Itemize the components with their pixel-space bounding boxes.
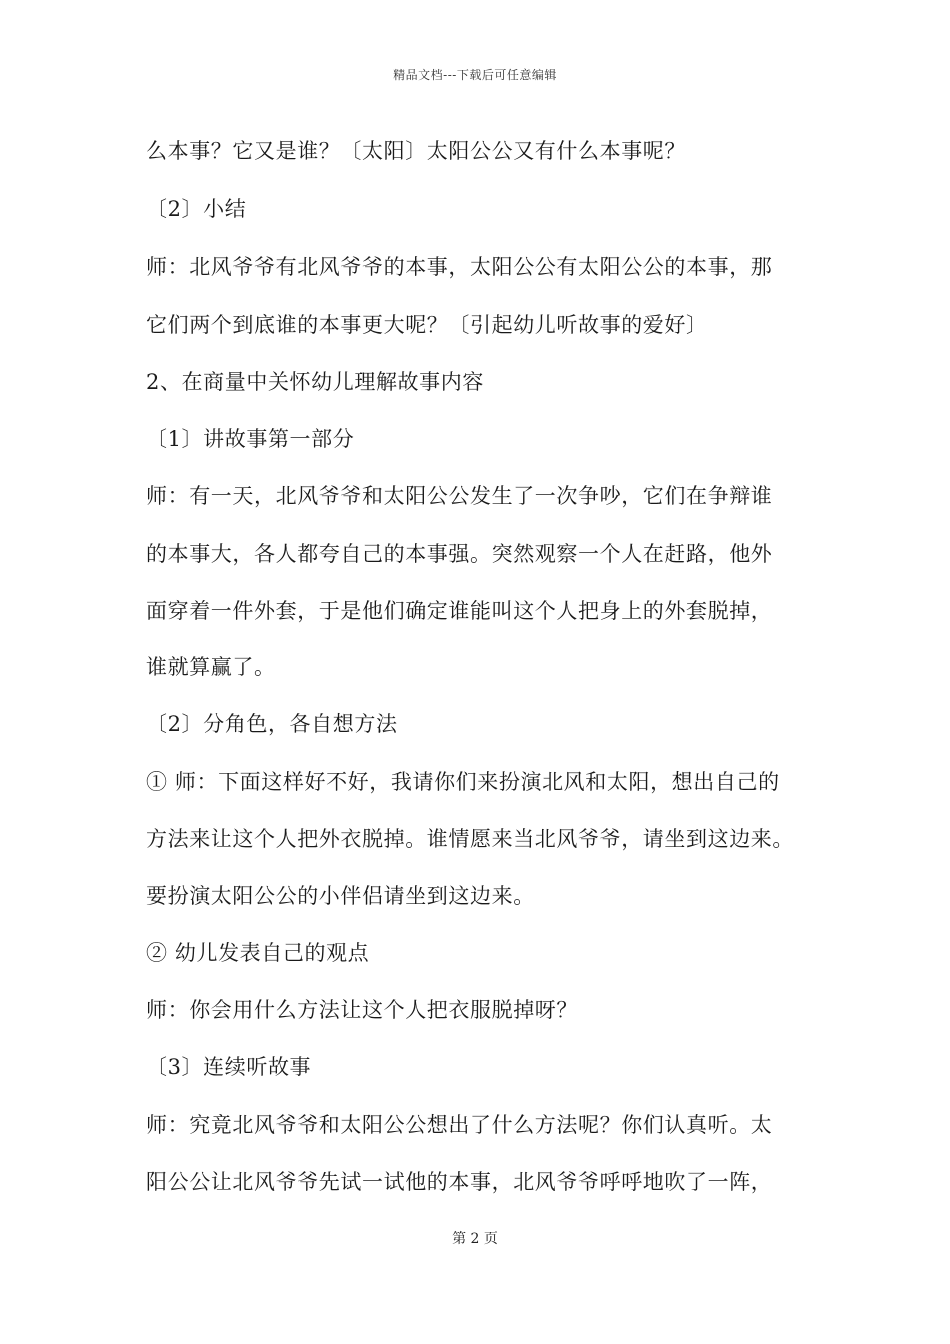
text-line: 要扮演太阳公公的小伴侣请坐到这边来。 (146, 884, 535, 908)
text-line: 师：你会用什么方法让这个人把衣服脱掉呀？ (146, 998, 578, 1022)
text-line: 师：北风爷爷有北风爷爷的本事，太阳公公有太阳公公的本事，那 (146, 255, 773, 279)
text-line: 么本事？它又是谁？〔太阳〕太阳公公又有什么本事呢？ (146, 139, 686, 163)
page-header: 精品文档---下载后可任意编辑 (393, 68, 557, 82)
text-line: 方法来让这个人把外衣脱掉。谁情愿来当北风爷爷，请坐到这边来。 (146, 827, 794, 851)
text-line: 它们两个到底谁的本事更大呢？〔引起幼儿听故事的爱好〕 (146, 313, 708, 337)
text-line: ① 师：下面这样好不好，我请你们来扮演北风和太阳，想出自己的 (146, 770, 780, 794)
section-heading: 〔3〕连续听故事 (146, 1055, 312, 1079)
section-heading: 〔2〕分角色，各自想方法 (146, 712, 398, 736)
text-line: 谁就算赢了。 (146, 655, 276, 679)
text-line: 师：究竟北风爷爷和太阳公公想出了什么方法呢？你们认真听。太 (146, 1113, 773, 1137)
page-number: 第 2 页 (452, 1231, 498, 1247)
text-line: 阳公公让北风爷爷先试一试他的本事，北风爷爷呼呼地吹了一阵， (146, 1170, 773, 1194)
section-heading: 〔1〕讲故事第一部分 (146, 427, 355, 451)
text-line: 面穿着一件外套，于是他们确定谁能叫这个人把身上的外套脱掉， (146, 599, 773, 623)
section-heading: ② 幼儿发表自己的观点 (146, 941, 370, 965)
section-heading: 〔2〕小结 (146, 197, 247, 221)
section-heading: 2、在商量中关怀幼儿理解故事内容 (146, 370, 484, 394)
text-line: 师：有一天，北风爷爷和太阳公公发生了一次争吵，它们在争辩谁 (146, 484, 773, 508)
text-line: 的本事大，各人都夸自己的本事强。突然观察一个人在赶路，他外 (146, 542, 773, 566)
